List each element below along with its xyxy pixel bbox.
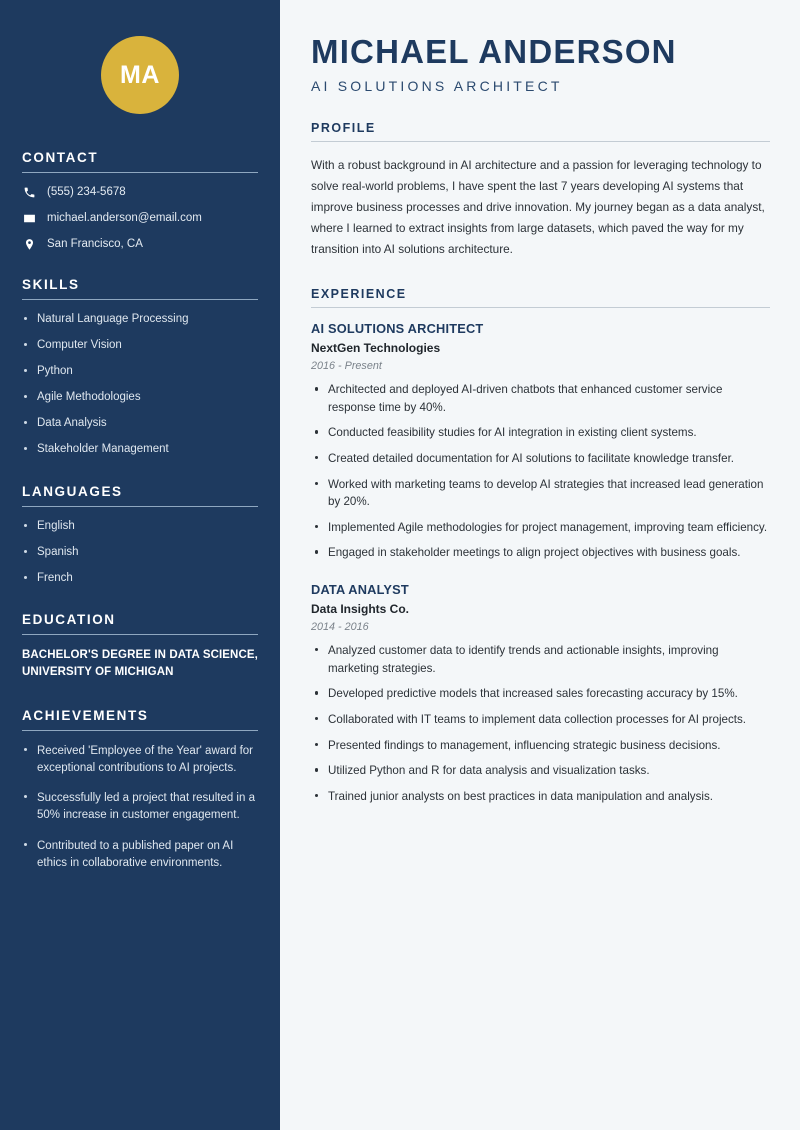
languages-list (22, 519, 258, 587)
languages-section (22, 484, 258, 587)
education-heading: EDUCATION (22, 612, 116, 628)
experience-entry (311, 582, 770, 805)
contact-location-value: San Francisco, CA (47, 238, 143, 250)
page-title: MICHAEL ANDERSON (311, 33, 677, 70)
list-item: Agile Methodologies (22, 390, 258, 406)
education-divider (22, 634, 258, 635)
list-item: Natural Language Processing (22, 312, 258, 328)
sidebar (0, 0, 280, 1130)
skills-heading: SKILLS (22, 277, 80, 292)
list-item: Python (22, 364, 258, 380)
list-item: Stakeholder Management (22, 442, 258, 458)
list-item: Conducted feasibility studies for AI integration in existing client systems. (311, 424, 770, 442)
list-item: Received 'Employee of the Year' award for exceptional contributions to AI projects. (22, 743, 258, 778)
experience-dates: 2016 - Present (311, 360, 382, 373)
contact-heading: CONTACT (22, 150, 99, 165)
list-item: Computer Vision (22, 338, 258, 354)
list-item: French (22, 571, 258, 587)
contact-phone-value: (555) 234-5678 (47, 186, 126, 198)
achievements-list (22, 743, 258, 873)
list-item: Utilized Python and R for data analysis and visualization tasks. (311, 762, 770, 780)
profile-section (311, 121, 770, 260)
list-item: Developed predictive models that increased sales forecasting accuracy by 15%. (311, 685, 770, 703)
experience-company: NextGen Technologies (311, 341, 441, 356)
list-item: Contributed to a published paper on AI ethics in collaborative environments. (22, 838, 258, 873)
achievements-divider (22, 730, 258, 731)
list-item: English (22, 519, 258, 535)
phone-icon (22, 185, 36, 199)
list-item: Successfully led a project that resulted in a 50% increase in customer engagement. (22, 790, 258, 825)
contact-item-phone[interactable] (22, 185, 258, 199)
location-pin-icon (22, 237, 36, 251)
education-entry: BACHELOR'S DEGREE IN DATA SCIENCE, UNIVERSITY OF MICHIGAN (22, 649, 258, 679)
experience-bullet-list (311, 381, 770, 562)
languages-heading: LANGUAGES (22, 483, 123, 499)
contact-item-email[interactable] (22, 211, 258, 225)
list-item: Created detailed documentation for AI solutions to facilitate knowledge transfer. (311, 450, 770, 468)
job-role-subtitle: AI SOLUTIONS ARCHITECT (311, 78, 563, 95)
experience-company: Data Insights Co. (311, 602, 410, 617)
list-item: Analyzed customer data to identify trends and actionable insights, improving marketing strategies. (311, 642, 770, 677)
profile-heading: PROFILE (311, 121, 376, 136)
contact-item-location[interactable] (22, 237, 258, 251)
languages-divider (22, 506, 258, 507)
achievements-section (22, 708, 258, 873)
avatar-container (22, 0, 258, 150)
skills-list (22, 312, 258, 458)
list-item: Architected and deployed AI-driven chatbots that enhanced customer service response time by 40%. (311, 381, 770, 416)
profile-text: With a robust background in AI architecture and a passion for leveraging technology to solve real-world problems, I have spent the last 7 years developing AI systems that improve business processes and drive innovation. My journey began as a data analyst, where I learned to extract insights from large datasets, which paved the way for my transition into AI solutions architecture. (311, 158, 765, 257)
list-item: Spanish (22, 545, 258, 561)
main-content (280, 0, 800, 1130)
achievements-heading: ACHIEVEMENTS (22, 707, 149, 723)
experience-heading: EXPERIENCE (311, 287, 407, 302)
contact-section (22, 150, 258, 251)
contact-divider (22, 172, 258, 173)
skills-section (22, 277, 258, 458)
experience-job-title: DATA ANALYST (311, 582, 409, 598)
experience-dates: 2014 - 2016 (311, 621, 369, 634)
list-item: Implemented Agile methodologies for project management, improving team efficiency. (311, 519, 770, 537)
avatar: MA (101, 36, 179, 114)
list-item: Collaborated with IT teams to implement data collection processes for AI projects. (311, 711, 770, 729)
list-item: Trained junior analysts on best practices in data manipulation and analysis. (311, 788, 770, 806)
list-item: Engaged in stakeholder meetings to align project objectives with business goals. (311, 544, 770, 562)
email-icon (22, 211, 36, 225)
list-item: Worked with marketing teams to develop AI strategies that increased lead generation by 20%. (311, 476, 770, 511)
experience-divider (311, 307, 770, 308)
experience-bullet-list (311, 642, 770, 805)
experience-job-title: AI SOLUTIONS ARCHITECT (311, 321, 484, 337)
experience-section (311, 287, 770, 805)
education-section (22, 612, 258, 682)
profile-divider (311, 141, 770, 142)
contact-email-value: michael.anderson@email.com (47, 212, 202, 224)
experience-entry (311, 321, 770, 562)
list-item: Data Analysis (22, 416, 258, 432)
list-item: Presented findings to management, influencing strategic business decisions. (311, 737, 770, 755)
skills-divider (22, 299, 258, 300)
